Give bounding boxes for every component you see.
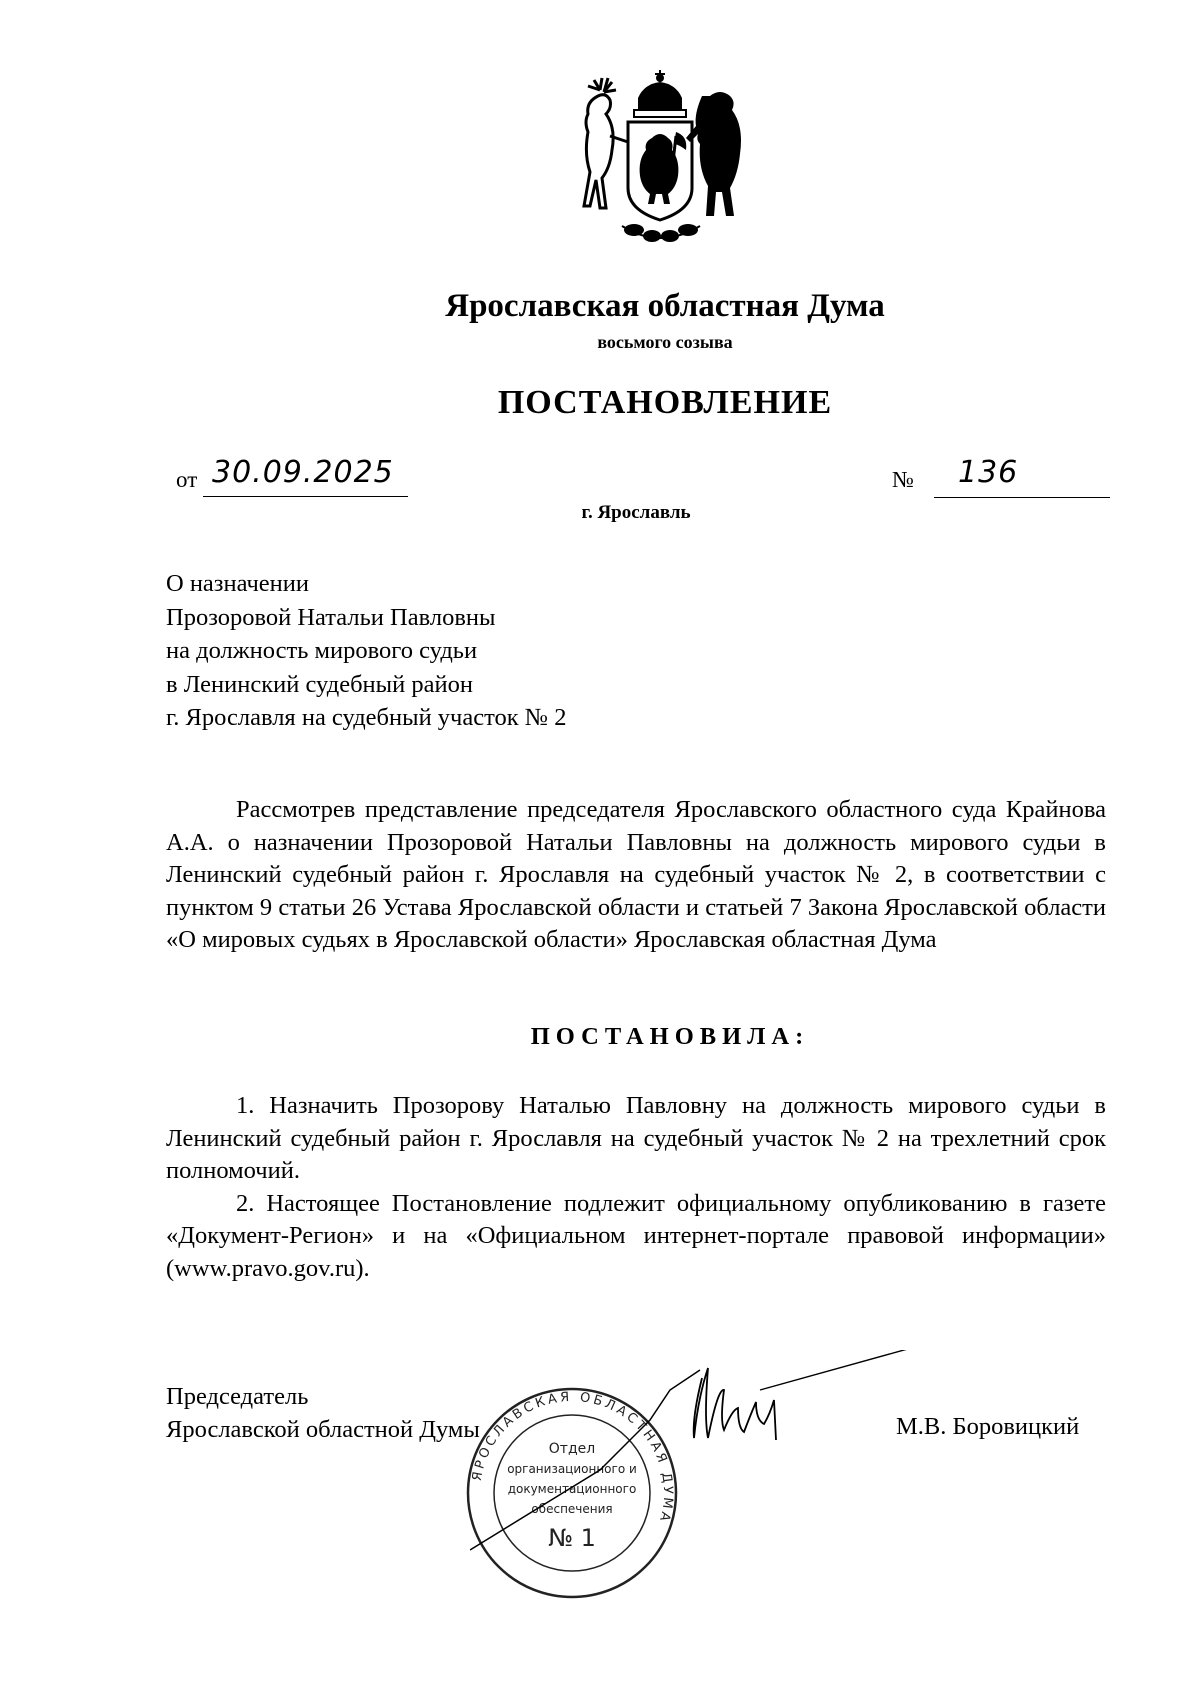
resolved-heading: ПОСТАНОВИЛА: [530,1023,810,1050]
subject-line: Прозоровой Натальи Павловны [166,603,496,631]
oak-leaves-icon [622,224,700,242]
resolution-point: 1. Назначить Прозорову Наталью Павловну на должность мирового судьи в Ленинский судебный район г. Ярославля на судебный участок № 2 на трехлетний срок полномочий. [166,1092,1106,1184]
city-line: г. Ярославль [581,502,691,523]
number-underline [934,497,1110,498]
signatory-role [166,1380,480,1446]
subject-line: г. Ярославля на судебный участок № 2 [166,704,567,731]
subject-line: в Ленинский судебный район [166,670,473,698]
number-label: № [892,467,914,492]
subject-line: на должность мирового судьи [166,637,478,664]
organization-title: Ярославская областная Дума [445,288,885,324]
right-bear-icon [686,92,741,216]
stamp-line: документационного [507,1482,637,1496]
date-value: 30.09.2025 [212,455,394,490]
preamble-paragraph: Рассмотрев представление председателя Ярославского областного суда Крайнова А.А. о назначении Прозоровой Натальи Павловны на должность мирового судьи в Ленинский судебный район г. Ярославля на судебный участок № 2, в соответствии с пунктом 9 статьи 26 Устава Ярославской области и статьей 7 Закона Ярославской области «О мировых судьях в Ярославской области» Ярославская областная Дума [166,796,1106,953]
stamp-line: обеспечения [531,1502,613,1516]
subject-block [166,567,567,735]
resolution-point: 2. Настоящее Постановление подлежит официальному опубликованию в газете «Документ-Регион» и на «Официальном интернет-портале правовой информации» (www.pravo.gov.ru). [166,1189,1106,1282]
stamp-line: Отдел [548,1441,596,1457]
signatory-role-line: Ярославской областной Думы [166,1416,480,1443]
preamble-block [166,794,1106,957]
coat-of-arms-emblem [560,70,760,248]
document-type-heading: ПОСТАНОВЛЕНИЕ [497,384,833,421]
date-label: от [176,467,198,492]
stamp-ring-text: ЯРОСЛАВСКАЯ ОБЛАСТНАЯ ДУМА [469,1389,676,1526]
number-value: 136 [958,455,1019,490]
date-underline [203,496,408,497]
stamp-line: организационного и [507,1462,637,1476]
signatory-name: М.В. Боровицкий [896,1413,1080,1440]
resolution-points [166,1090,1106,1285]
subject-line: О назначении [166,570,310,597]
convocation-subtitle: восьмого созыва [597,332,733,352]
crown-icon [634,70,686,117]
deer-icon [584,78,628,208]
stamp-number: № 1 [548,1524,596,1552]
handwritten-signature [470,1350,960,1560]
signatory-role-line: Председатель [166,1383,309,1410]
